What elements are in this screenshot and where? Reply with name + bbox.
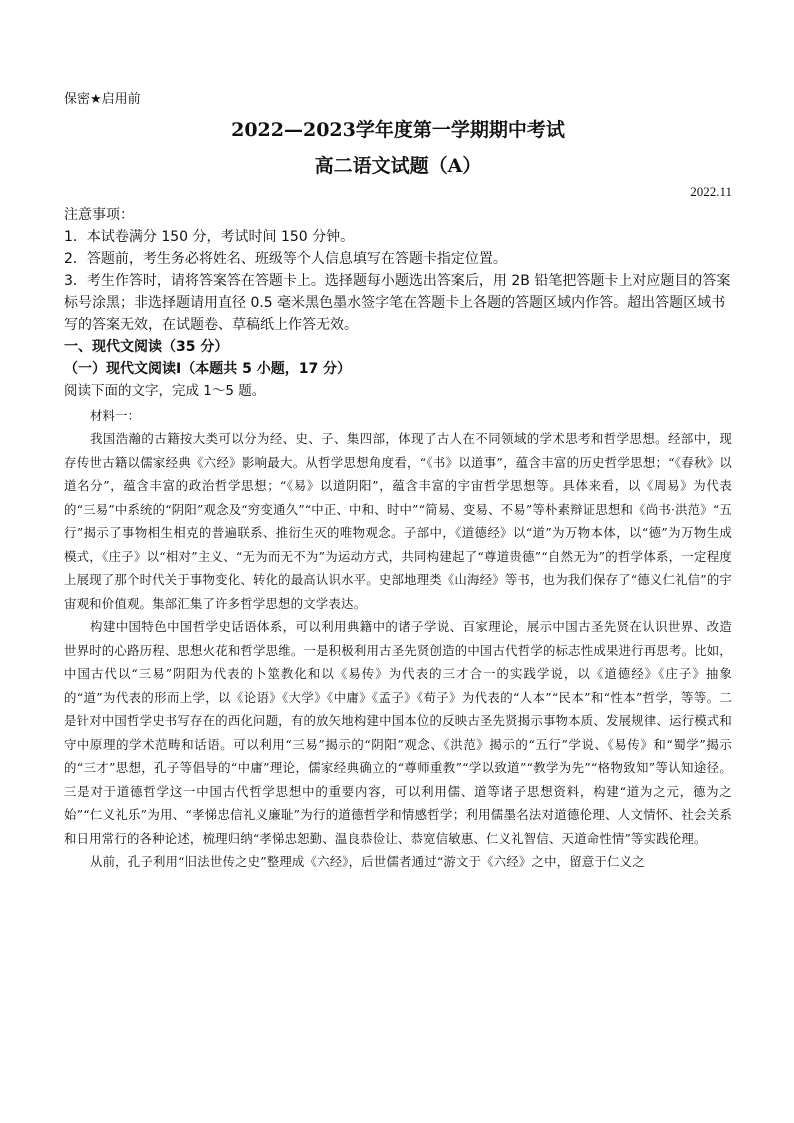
notes-item: 1．本试卷满分 150 分，考试时间 150 分钟。: [64, 229, 355, 245]
material-paragraph: 从前，孔子利用“旧法世传之史”整理成《六经》，后世儒者通过“游文于《六经》之中，留意于仁义之: [90, 854, 645, 869]
exam-title: 2022—2023学年度第一学期期中考试: [231, 119, 565, 141]
section-heading: 一、现代文阅读（35 分）: [64, 339, 229, 355]
exam-date: 2022.11: [690, 184, 732, 199]
material-paragraph: 我国浩瀚的古籍按大类可以分为经、史、子、集四部，体现了古人在不同领域的学术思考和哲学思想。经部中，现存传世古籍以儒家经典《六经》影响最大。从哲学思想角度看，“《书》以道事”，蕴含丰富的历史哲学思想；“《春秋》以道名分”，蕴含丰富的政治哲学思想；“《易》以道阴阳”，蕴含丰富的宇宙哲学思想等。具体来看，以《周易》为代表的“三易”中系统的“阴阳”观念及“穷变通久”“中正、中和、时中”“简易、变易、不易”等朴素辩证思想和《尚书·洪范》“五行”揭示了事物相生相克的普遍联系、推衍生灭的唯物观念。子部中，《道德经》以“道”为万物本体，以“德”为万物生成模式，《庄子》以“相对”主义、“无为而无不为”为运动方式，共同构建起了“尊道贵德”“自然无为”的哲学体系，一定程度上展现了那个时代关于事物变化、转化的最高认识水平。史部地理类《山海经》等书，也为我们保存了“德义仁礼信”的宇宙观和价值观。集部汇集了许多哲学思想的文学表达。: [64, 431, 732, 611]
notes-item: 3．考生作答时，请将答案答在答题卡上。选择题每小题选出答案后，用 2B 铅笔把答题卡上对应题目的答案标号涂黑；非选择题请用直径 0.5 毫米黑色墨水签字笔在答题卡上各题的答题区域内作答。超出答题区域书写的答案无效，在试题卷、草稿纸上作答无效。: [64, 273, 731, 333]
notes-heading: 注意事项：: [64, 207, 134, 223]
confidential-label: 保密★启用前: [64, 92, 141, 107]
subsection-heading: （一）现代文阅读Ⅰ（本题共 5 小题，17 分）: [64, 361, 352, 377]
exam-subtitle: 高二语文试题（A）: [314, 155, 482, 177]
material-paragraph: 构建中国特色中国哲学史话语体系，可以利用典籍中的诸子学说、百家理论，展示中国古圣先贤在认识世界、改造世界时的心路历程、思想火花和哲学思维。一是积极利用古圣先贤创造的中国古代哲学的标志性成果进行再思考。比如，中国古代以“三易”阴阳为代表的卜筮教化和以《易传》为代表的三才合一的实践学说，以《道德经》《庄子》抽象的“道”为代表的形而上学，以《论语》《大学》《中庸》《孟子》《荀子》为代表的“人本”“民本”和“性本”哲学，等等。二是针对中国哲学史书写存在的西化问题，有的放矢地构建中国本位的反映古圣先贤揭示事物本质、发展规律、运行模式和守中原理的学术范畴和话语。可以利用“三易”揭示的“阴阳”观念、《洪范》揭示的“五行”学说、《易传》和“蜀学”揭示的“三才”思想，孔子等倡导的“中庸”理论，儒家经典确立的“尊师重教”“学以致道”“教学为先”“格物致知”等认知途径。三是对于道德哲学这一中国古代哲学思想中的重要内容，可以利用儒、道等诸子思想资料，构建“道为之元，德为之始”“仁义礼乐”为用、“孝悌忠信礼义廉耻”为行的道德哲学和情感哲学；利用儒墨名法对道德伦理、人文情怀、社会关系和日用常行的各种论述，梳理归纳“孝悌忠恕勤、温良恭俭让、恭宽信敏惠、仁义礼智信、天道命性情”等实践伦理。: [64, 619, 732, 846]
reading-instruction: 阅读下面的文字，完成 1～5 题。: [64, 383, 266, 399]
notes-item: 2．答题前，考生务必将姓名、班级等个人信息填写在答题卡指定位置。: [64, 251, 507, 267]
material-label: 材料一：: [90, 408, 141, 423]
notes-block: [64, 204, 732, 336]
